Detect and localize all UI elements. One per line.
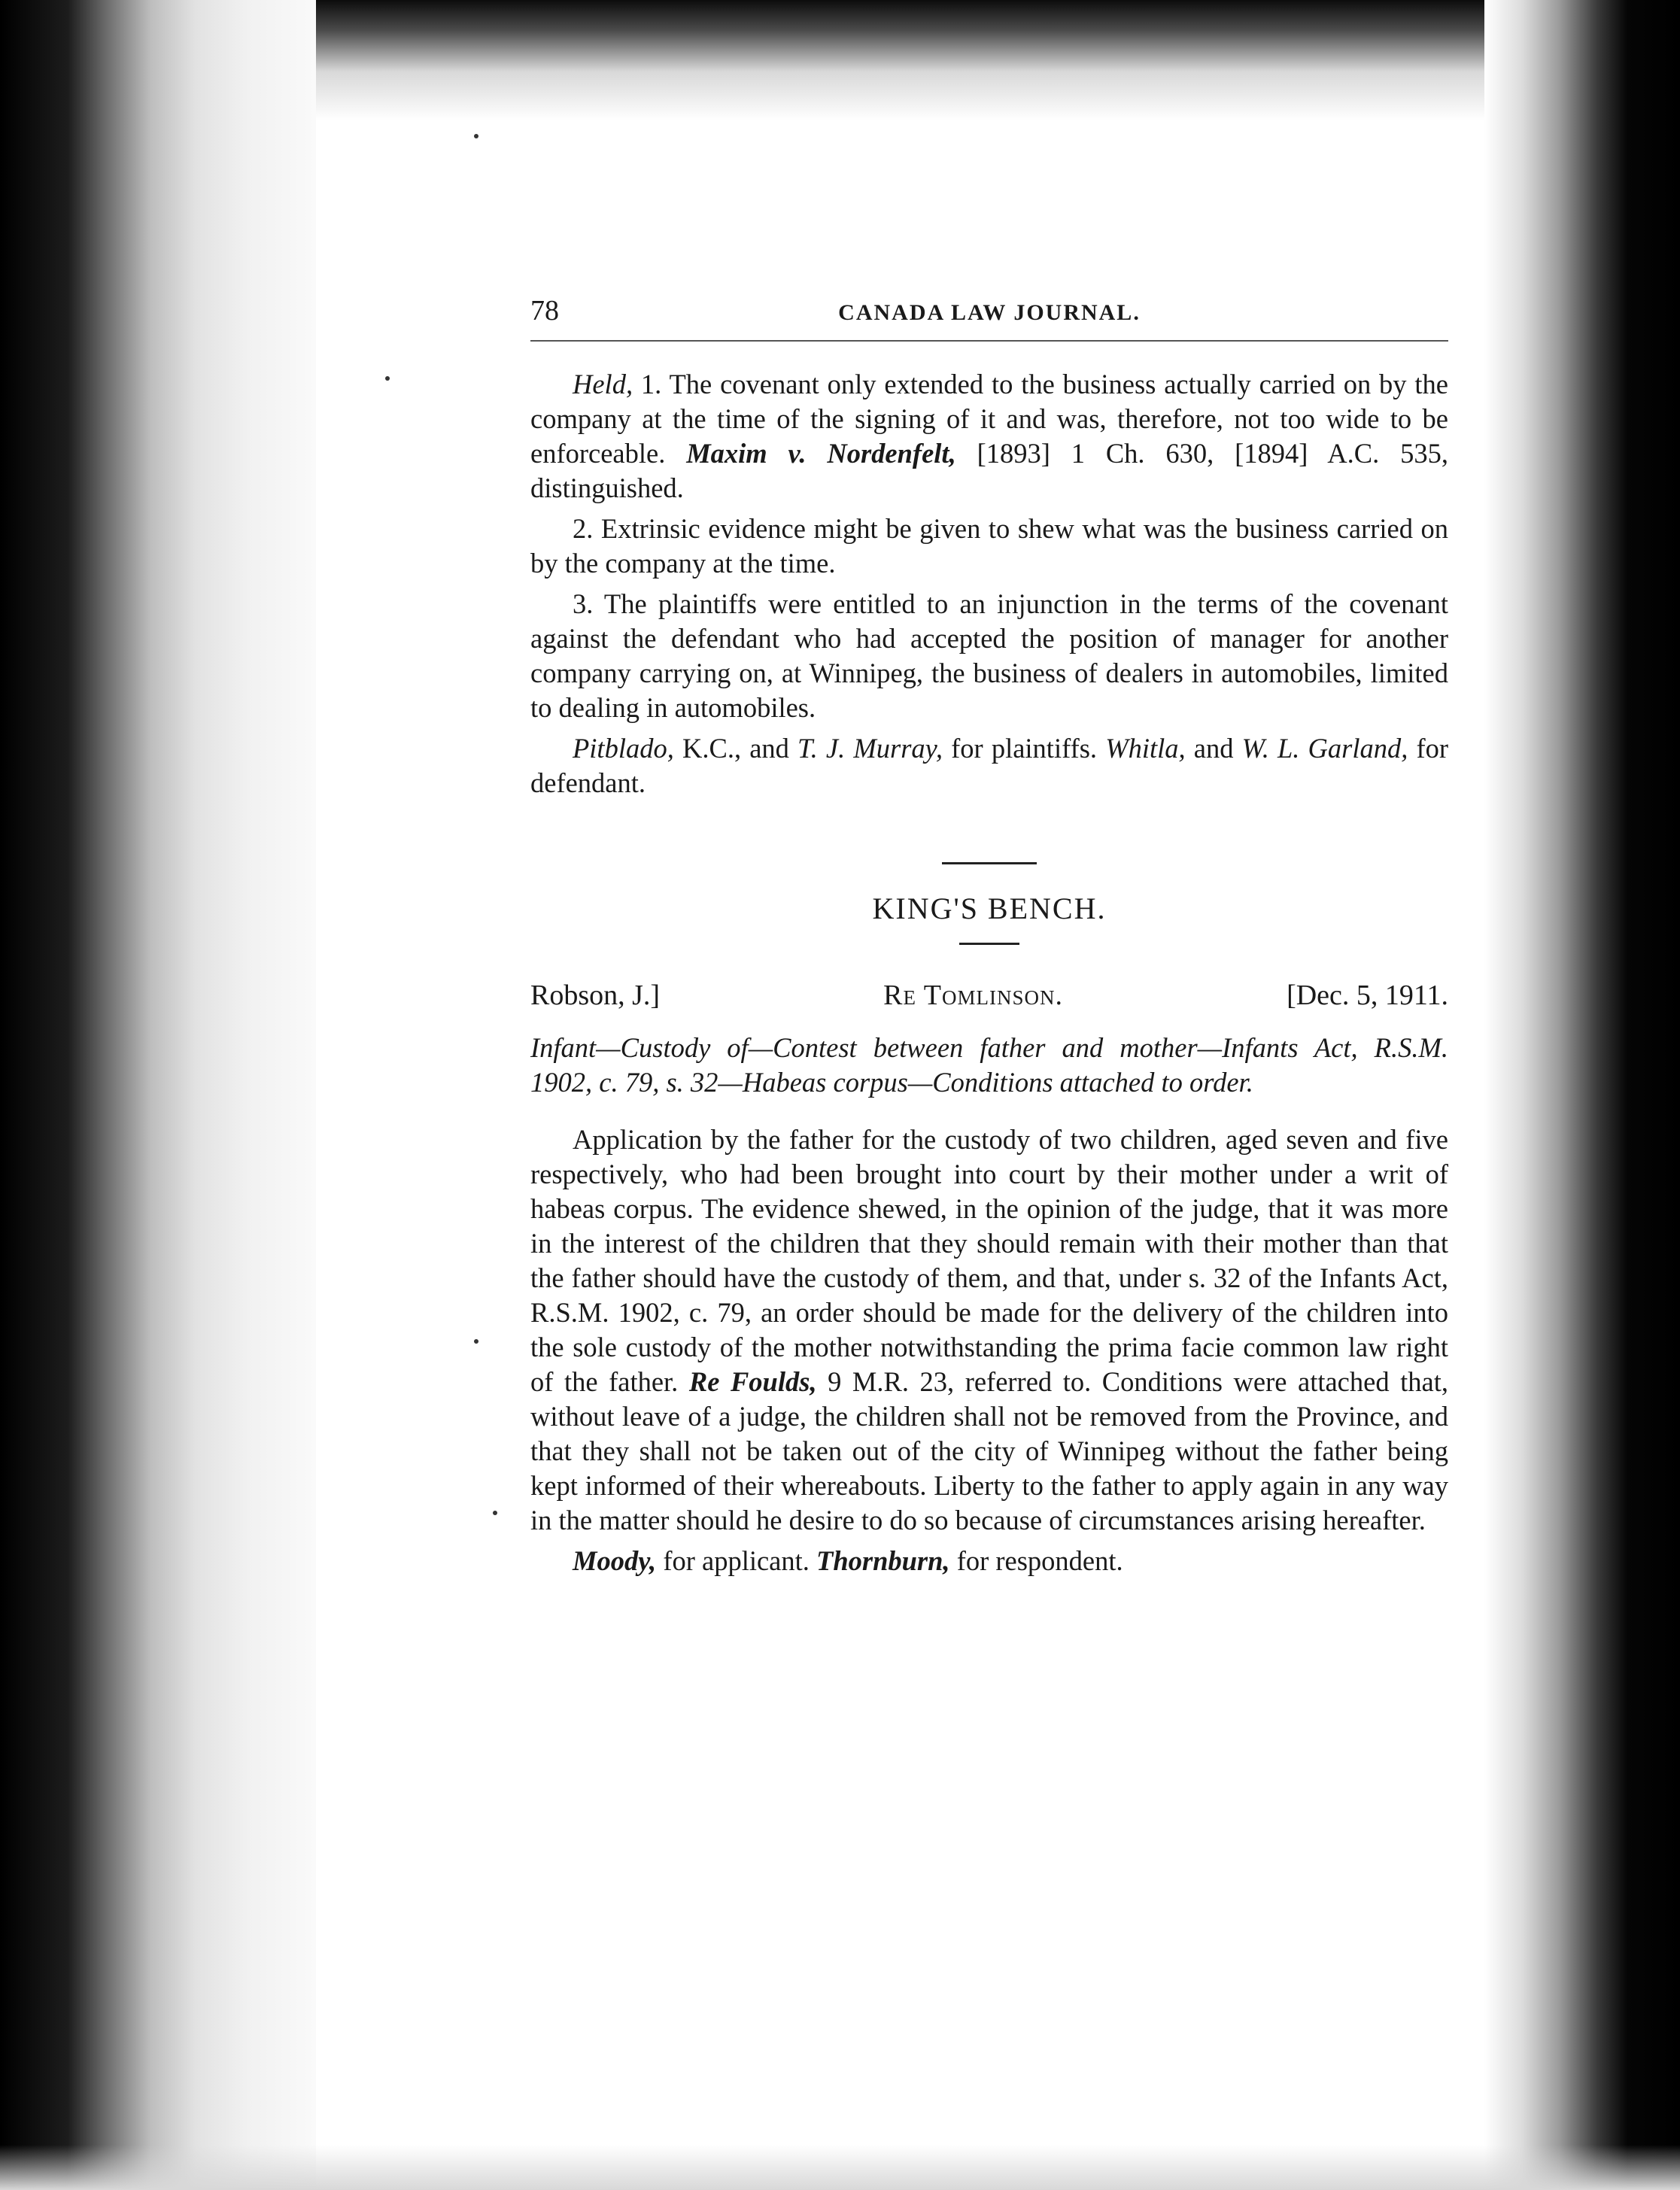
case-citation: Maxim v. Nordenfelt,	[686, 438, 956, 469]
scan-edge-right	[1484, 0, 1680, 2190]
counsel-name: Thornburn,	[816, 1545, 950, 1576]
held-paragraph-2: 2. Extrinsic evidence might be given to shew what was the business carried on by the company at the time.	[530, 513, 1448, 579]
case-caption	[530, 978, 1448, 1013]
case-date: [Dec. 5, 1911.	[1287, 980, 1448, 1011]
counsel-name: Whitla,	[1105, 733, 1186, 764]
counsel-name: T. J. Murray,	[797, 733, 943, 764]
running-head: CANADA LAW JOURNAL.	[838, 300, 1141, 325]
held-paragraph-3: 3. The plaintiffs were entitled to an injunction in the terms of the covenant against the defendant who had accepted the position of manager for another company carrying on, at Winnipeg, the business of dealers in automobiles, limited to dealing in automobiles.	[530, 588, 1448, 723]
section-title: KING'S BENCH.	[872, 891, 1107, 925]
section-divider	[959, 943, 1019, 945]
scan-speck	[385, 376, 390, 381]
scan-speck	[474, 1339, 478, 1344]
page-number: 78	[530, 295, 559, 327]
case-title: Re Tomlinson.	[883, 980, 1064, 1011]
body-paragraph: Application by the father for the custody of two children, aged seven and five respectively, who had been brought into court by their mother under a writ of habeas corpus. The evidence shewed, in the opinion of the judge, that it was more in the interest of the children that they should remain with their mother than that the father should have the custody of them, and that, under s. 32 of the Infants Act, R.S.M. 1902, c. 79, an order should be made for the delivery of the children into the sole custody of the mother notwithstanding the prima facie common law right of the father. Re Foulds, 9 M.R. 23, referred to. Conditions were attached that, without leave of a judge, the children shall not be removed from the Province, and that they shall not be taken out of the city of Winnipeg without the father being kept informed of their whereabouts. Liberty to the father to apply again in any way in the matter should he desire to do so because of circumstances arising hereafter.	[530, 1124, 1448, 1535]
counsel-name: Pitblado,	[573, 733, 674, 764]
counsel-name: Moody,	[573, 1545, 657, 1576]
scan-speck	[474, 134, 478, 138]
held-label: Held,	[573, 369, 633, 399]
page-header	[530, 293, 1448, 342]
case-citation: Re Foulds,	[688, 1366, 817, 1397]
counsel-paragraph: Moody, for applicant. Thornburn, for respondent.	[573, 1545, 1123, 1576]
headnote: Infant—Custody of—Contest between father and mother—Infants Act, R.S.M. 1902, c. 79, s. 32—Habeas corpus—Conditions attached to order.	[530, 1032, 1448, 1098]
scan-edge-top	[316, 0, 1680, 120]
counsel-name: W. L. Garland,	[1241, 733, 1408, 764]
counsel-paragraph: Pitblado, K.C., and T. J. Murray, for plaintiffs. Whitla, and W. L. Garland, for defendant.	[530, 733, 1449, 798]
held-paragraph-1: Held, 1. The covenant only extended to the business actually carried on by the company at the time of the signing of it and was, therefore, not too wide to be enforceable. Maxim v. Nordenfelt, [1893] 1 Ch. 630, [1894] A.C. 535, distinguished.	[530, 369, 1448, 503]
scan-edge-bottom	[0, 2145, 1680, 2190]
scan-edge-left	[0, 0, 316, 2190]
journal-page	[530, 293, 1448, 1578]
section-divider	[942, 862, 1037, 864]
judge-name: Robson, J.]	[530, 980, 661, 1011]
scan-speck	[493, 1511, 497, 1515]
